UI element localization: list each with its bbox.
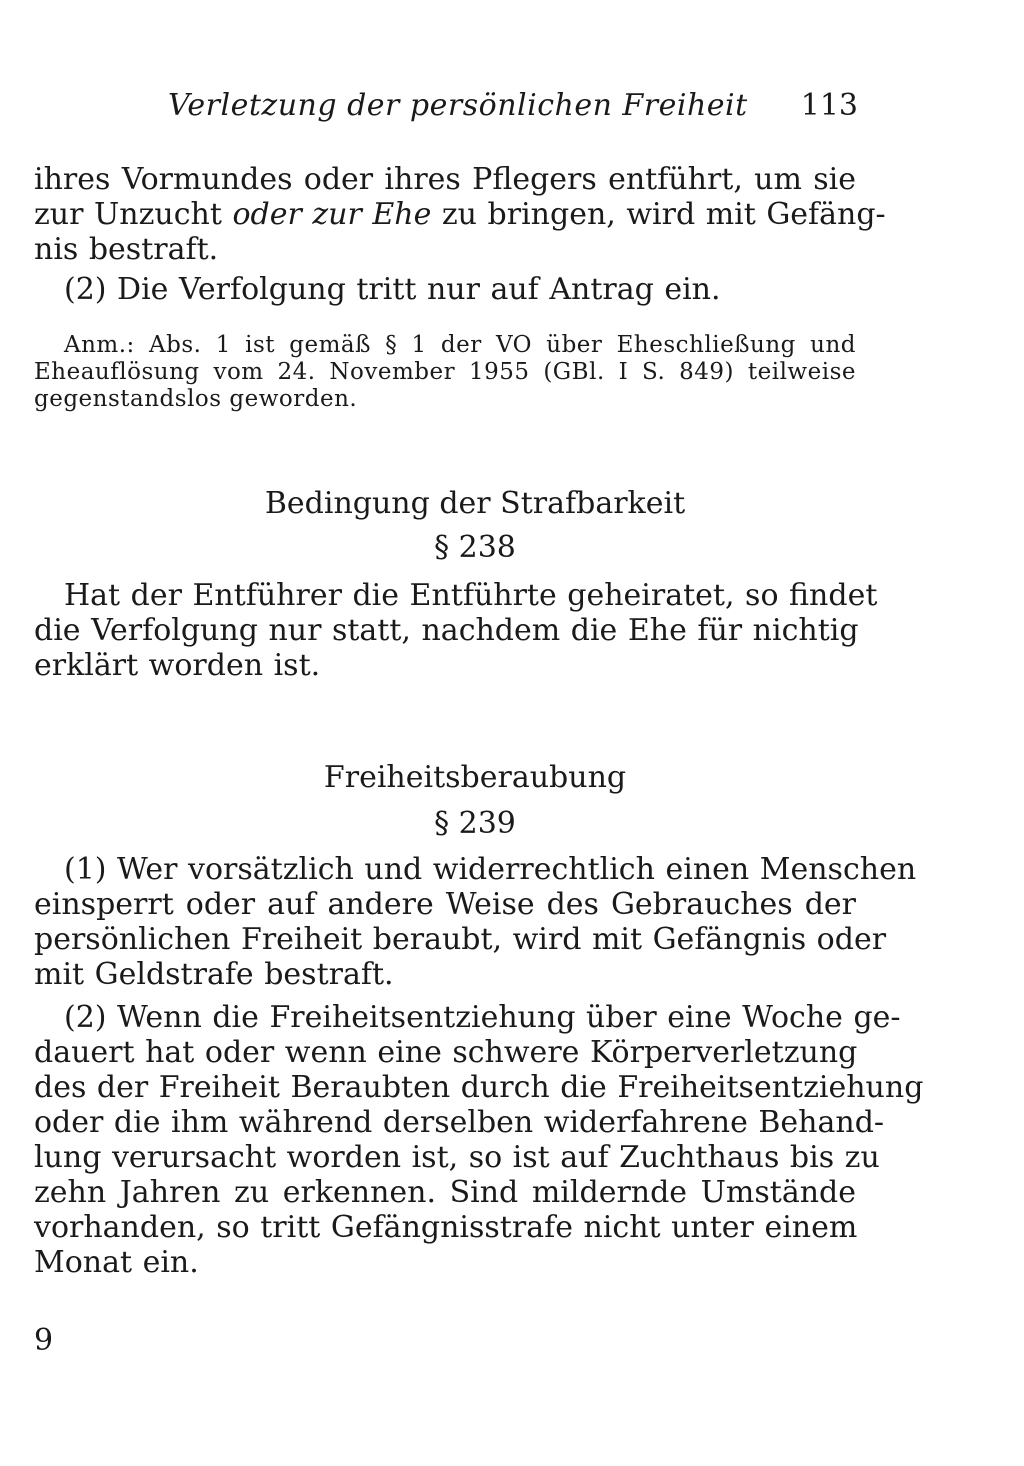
continued-paragraph — [34, 162, 886, 267]
text-line: die Verfolgung nur statt, nachdem die Ehe für nichtig — [34, 613, 859, 648]
text-line: Hat der Entführer die Entführte geheiratet, so findet — [64, 578, 878, 613]
text-line: nis bestraft. — [34, 232, 219, 267]
text-line: (2) Die Verfolgung tritt nur auf Antrag ein. — [64, 272, 721, 307]
section-239-paragraph-1 — [34, 852, 917, 992]
text-line: vorhanden, so tritt Gefängnisstrafe nicht unter einem — [34, 1210, 858, 1245]
text-line: (2) Wenn die Freiheitsentziehung über eine Woche ge- — [64, 1000, 901, 1035]
text-line: ihres Vormundes oder ihres Pflegers entführt, um sie — [34, 162, 856, 197]
running-title: Verletzung der persönlichen Freiheit — [168, 88, 748, 123]
note-line: Anm.: Abs. 1 ist gemäß § 1 der VO über Eheschließung und — [64, 332, 856, 358]
section-239-heading — [34, 760, 856, 795]
text-line: erklärt worden ist. — [34, 648, 321, 683]
text-line: persönlichen Freiheit beraubt, wird mit Gefängnis oder — [34, 922, 887, 957]
text-line: Monat ein. — [34, 1245, 199, 1280]
section-number: § 239 — [434, 806, 516, 841]
text-line: (1) Wer vorsätzlich und widerrechtlich einen Menschen — [64, 852, 917, 887]
text-line: des der Freiheit Beraubten durch die Freiheitsentziehung — [34, 1070, 924, 1105]
section-238-number-block — [34, 530, 856, 565]
section-239-number-block — [34, 806, 856, 841]
text-line: zehn Jahren zu erkennen. Sind mildernde Umstände — [34, 1175, 856, 1210]
paragraph-2 — [34, 272, 856, 307]
italic-text-run: oder zur Ehe — [232, 197, 432, 232]
text-line: oder die ihm während derselben widerfahrene Behand- — [34, 1105, 885, 1140]
section-heading: Bedingung der Strafbarkeit — [264, 486, 686, 521]
section-heading: Freiheitsberaubung — [323, 760, 627, 795]
annotation-note — [34, 332, 856, 413]
section-238-heading — [34, 486, 856, 521]
section-239-paragraph-2 — [34, 1000, 924, 1280]
note-line: Eheauflösung vom 24. November 1955 (GBl. I S. 849) teilweise — [34, 359, 856, 385]
text-run: zur Unzucht — [34, 197, 233, 232]
text-line: lung verursacht worden ist, so ist auf Zuchthaus bis zu — [34, 1140, 880, 1175]
page-number: 113 — [800, 88, 858, 123]
text-run: zu bringen, wird mit Gefäng- — [431, 197, 886, 232]
text-line: mit Geldstrafe bestraft. — [34, 957, 394, 992]
text-line: dauert hat oder wenn eine schwere Körperverletzung — [34, 1035, 858, 1070]
text-line — [34, 197, 886, 232]
printer-signature: 9 — [34, 1323, 54, 1358]
note-line: gegenstandslos geworden. — [34, 386, 358, 412]
text-line: einsperrt oder auf andere Weise des Gebrauches der — [34, 887, 856, 922]
section-number: § 238 — [434, 530, 516, 565]
running-head — [168, 88, 858, 132]
section-238-body — [34, 578, 878, 683]
